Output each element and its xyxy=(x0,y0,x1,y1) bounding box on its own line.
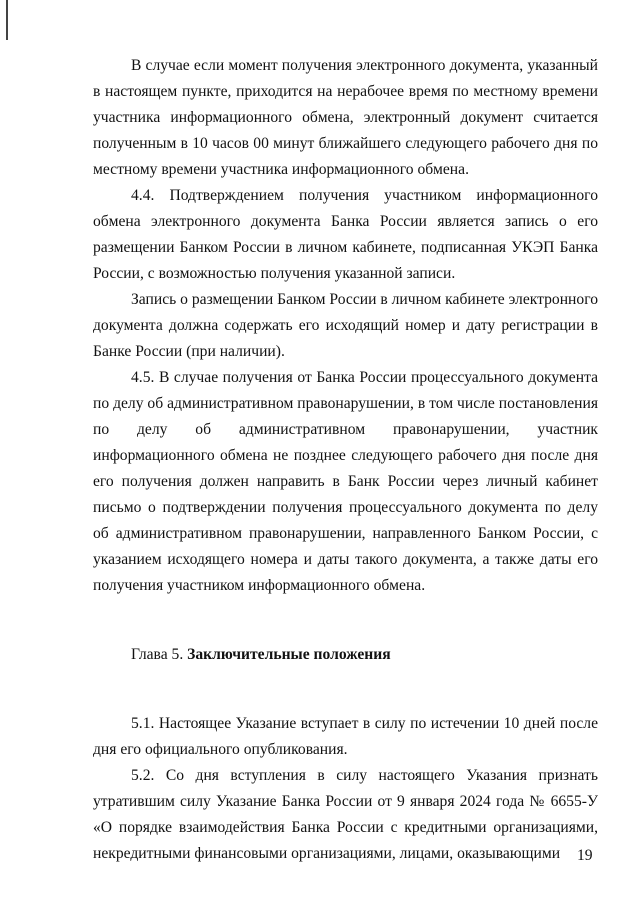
paragraph-5-2: 5.2. Со дня вступления в силу настоящего Указания признать утратившим силу Указание Банка России от 9 января 2024 года № 6655-У «О порядке взаимодействия Банка России с кредитными организациями, некредитными финансовыми организациями, лицами, оказывающими xyxy=(93,767,598,862)
document-page xyxy=(93,53,598,867)
chapter-heading xyxy=(93,642,598,668)
section-spacer xyxy=(93,668,598,711)
page-number: 19 xyxy=(577,847,593,864)
paragraph-working-time: В случае если момент получения электронного документа, указанный в настоящем пункте, приходится на нерабочее время по местному времени участника информационного обмена, электронный документ считается полученным в 10 часов 00 минут ближайшего следующего рабочего дня по местному времени участника информационного обмена. xyxy=(93,57,598,178)
paragraph-4-5: 4.5. В случае получения от Банка России процессуального документа по делу об административном правонарушении, в том числе постановления по делу об административном правонарушении, участник информационного обмена не позднее следующего рабочего дня после дня его получения должен направить в Банк России через личный кабинет письмо о подтверждении получения процессуального документа по делу об административном правонарушении, направленного Банком России, с указанием исходящего номера и даты такого документа, а также даты его получения участником информационного обмена. xyxy=(93,369,598,594)
chapter-title: Заключительные положения xyxy=(187,646,391,663)
chapter-prefix: Глава 5. xyxy=(131,646,184,663)
paragraph-5-1: 5.1. Настоящее Указание вступает в силу по истечении 10 дней после дня его официального опубликования. xyxy=(93,715,598,758)
paragraph-4-4: 4.4. Подтверждением получения участником информационного обмена электронного документа Банка России является запись о его размещении Банком России в личном кабинете, подписанная УКЭП Банка России, с возможностью получения указанной записи. xyxy=(93,187,598,282)
scan-edge-mark xyxy=(6,0,8,40)
section-spacer xyxy=(93,599,598,642)
paragraph-record-content: Запись о размещении Банком России в личном кабинете электронного документа должна содержать его исходящий номер и дату регистрации в Банке России (при наличии). xyxy=(93,291,598,360)
